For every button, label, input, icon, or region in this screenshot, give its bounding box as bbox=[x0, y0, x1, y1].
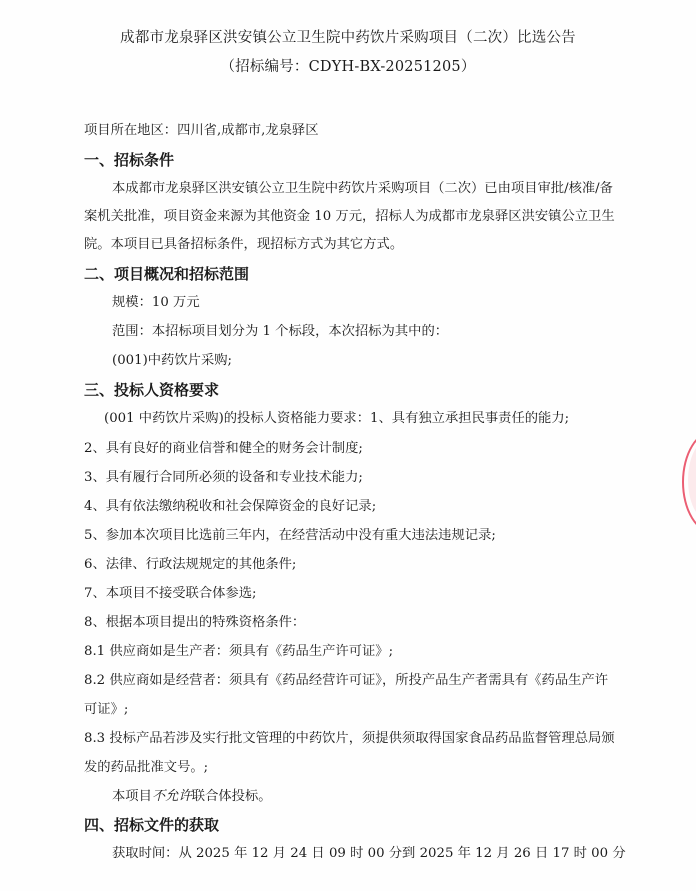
project-location: 项目所在地区：四川省,成都市,龙泉驿区 bbox=[84, 123, 319, 138]
section2-scale: 规模：10 万元 bbox=[112, 295, 200, 310]
section1-line-1: 本成都市龙泉驿区洪安镇公立卫生院中药饮片采购项目（二次）已由项目审批/核准/备 bbox=[112, 181, 613, 196]
section-heading-1: 一、招标条件 bbox=[84, 151, 175, 169]
section-heading-3: 三、投标人资格要求 bbox=[84, 381, 220, 399]
section-heading-2: 二、项目概况和招标范围 bbox=[84, 265, 250, 283]
qualification-item: 6、法律、行政法规规定的其他条件; bbox=[84, 557, 297, 572]
document-title: 成都市龙泉驿区洪安镇公立卫生院中药饮片采购项目（二次）比选公告 bbox=[120, 30, 576, 46]
consortium-prefix: 本项目 bbox=[112, 789, 152, 804]
qualification-item: 8.1 供应商如是生产者：须具有《药品生产许可证》; bbox=[84, 644, 394, 659]
section2-lot: (001)中药饮片采购; bbox=[112, 353, 233, 368]
consortium-suffix: 联合体投标。 bbox=[191, 789, 272, 804]
qualification-item: 3、具有履行合同所必须的设备和专业技术能力; bbox=[84, 470, 363, 485]
qualification-item: 2、具有良好的商业信誉和健全的财务会计制度; bbox=[84, 441, 363, 456]
official-seal-edge bbox=[682, 430, 696, 534]
qualification-item: 5、参加本次项目比选前三年内，在经营活动中没有重大违法违规记录; bbox=[84, 528, 496, 543]
qualification-item: (001 中药饮片采购)的投标人资格能力要求：1、具有独立承担民事责任的能力; bbox=[104, 411, 570, 426]
qualification-item: 7、本项目不接受联合体参选; bbox=[84, 586, 257, 601]
tender-code: （招标编号：CDYH-BX-20251205） bbox=[220, 59, 476, 75]
section2-scope: 范围：本招标项目划分为 1 个标段，本次招标为其中的： bbox=[112, 324, 449, 339]
qualification-item: 8、根据本项目提出的特殊资格条件： bbox=[84, 615, 306, 630]
consortium-not-allowed: 不允许 bbox=[151, 789, 192, 804]
section-heading-4: 四、招标文件的获取 bbox=[84, 816, 220, 834]
section1-line-2: 案机关批准，项目资金来源为其他资金 10 万元，招标人为成都市龙泉驿区洪安镇公立卫生 bbox=[84, 209, 615, 224]
qualification-item: 8.2 供应商如是经营者：须具有《药品经营许可证》，所投产品生产者需具有《药品生产许 bbox=[84, 673, 609, 688]
acquisition-time: 获取时间：从 2025 年 12 月 24 日 09 时 00 分到 2025 年 12 月 26 日 17 时 00 分 bbox=[112, 846, 626, 861]
qualification-item: 8.3 投标产品若涉及实行批文管理的中药饮片，须提供须取得国家食品药品监督管理总局颁 bbox=[84, 731, 615, 746]
consortium-note bbox=[112, 788, 272, 806]
qualification-item: 可证》; bbox=[84, 702, 129, 717]
qualification-item: 4、具有依法缴纳税收和社会保障资金的良好记录; bbox=[84, 499, 377, 514]
section1-line-3: 院。本项目已具备招标条件，现招标方式为其它方式。 bbox=[84, 237, 404, 252]
qualification-item: 发的药品批准文号。; bbox=[84, 760, 209, 775]
